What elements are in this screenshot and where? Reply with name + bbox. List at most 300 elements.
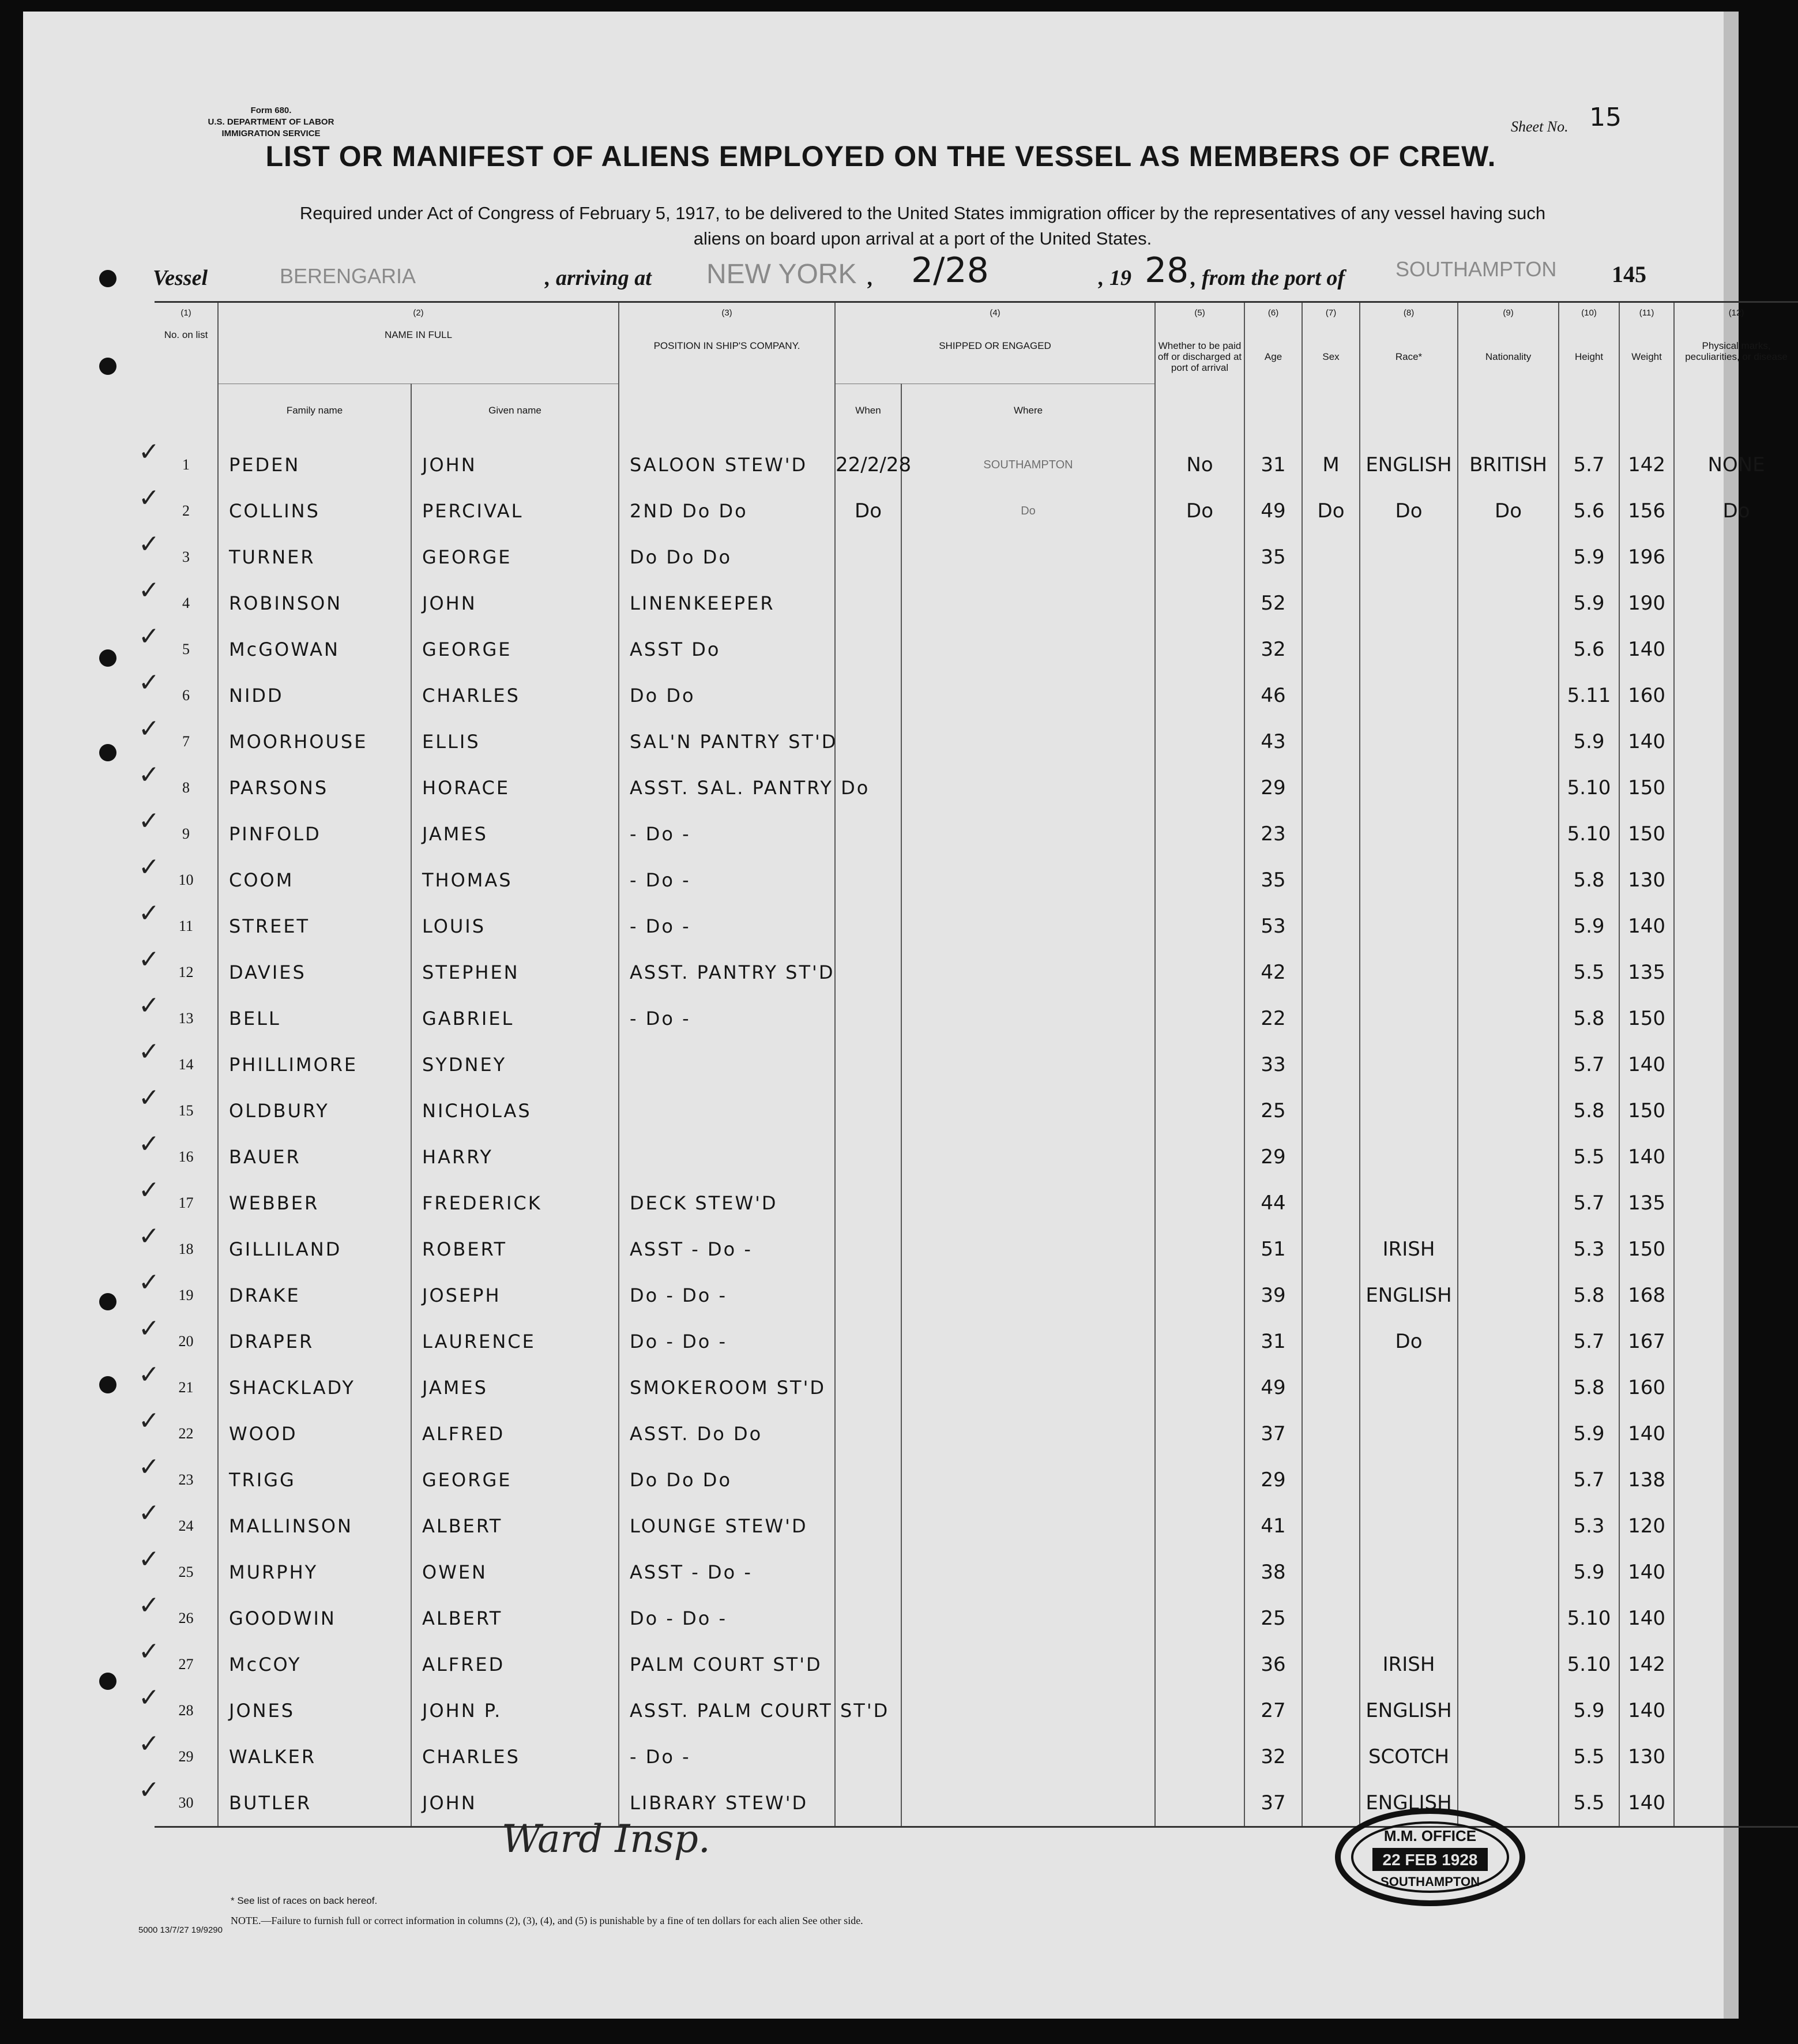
cell-age: 41 [1244,1503,1302,1549]
table-row [155,1688,1798,1734]
row-check-mark: ✓ [138,1683,160,1712]
cell-family: WALKER [218,1734,411,1780]
cell-race [1360,626,1458,672]
cell-given: JAMES [411,1365,619,1411]
cell-age: 22 [1244,995,1302,1042]
cell-position: DECK STEW'D [619,1180,835,1226]
col-shipped-header: (4) SHIPPED OR ENGAGED [835,302,1155,384]
cell-nat [1458,626,1559,672]
cell-position: Do Do Do [619,534,835,580]
cell-when [835,995,901,1042]
cell-position: LINENKEEPER [619,580,835,626]
cell-age: 52 [1244,580,1302,626]
cell-paid [1155,1688,1244,1734]
cell-when [835,949,901,995]
table-row [155,1780,1798,1827]
cell-race: IRISH [1360,1226,1458,1272]
cell-paid [1155,1411,1244,1457]
cell-weight: 140 [1619,1411,1674,1457]
cell-weight: 142 [1619,436,1674,488]
cell-sex [1302,903,1360,949]
cell-paid [1155,1503,1244,1549]
cell-where [901,1272,1155,1318]
cell-marks [1674,1457,1798,1503]
cell-paid [1155,626,1244,672]
cell-sex [1302,719,1360,765]
cell-given: SYDNEY [411,1042,619,1088]
cell-sex [1302,1088,1360,1134]
cell-height: 5.6 [1559,488,1619,534]
cell-given: THOMAS [411,857,619,903]
cell-nat [1458,1042,1559,1088]
cell-marks [1674,534,1798,580]
table-row [155,488,1798,534]
cell-when: Do [835,488,901,534]
cell-height: 5.7 [1559,1180,1619,1226]
cell-paid [1155,1595,1244,1641]
cell-height: 5.5 [1559,1134,1619,1180]
cell-nat [1458,765,1559,811]
cell-paid [1155,765,1244,811]
sheet-label: Sheet No. [1511,118,1568,135]
cell-given: CHARLES [411,672,619,719]
cell-paid [1155,1457,1244,1503]
cell-given: GABRIEL [411,995,619,1042]
cell-sex [1302,1549,1360,1595]
cell-family: COLLINS [218,488,411,534]
cell-marks: Do [1674,488,1798,534]
cell-family: DRAPER [218,1318,411,1365]
cell-paid [1155,719,1244,765]
sheet-number-value: 15 [1589,103,1622,132]
cell-race [1360,811,1458,857]
cell-race: SCOTCH [1360,1734,1458,1780]
cell-marks [1674,1503,1798,1549]
cell-nat [1458,534,1559,580]
cell-family: TRIGG [218,1457,411,1503]
cell-where [901,1780,1155,1827]
cell-age: 32 [1244,626,1302,672]
cell-sex [1302,1503,1360,1549]
table-row [155,1088,1798,1134]
cell-age: 49 [1244,488,1302,534]
cell-given: ALFRED [411,1641,619,1688]
cell-age: 23 [1244,811,1302,857]
cell-position: - Do - [619,995,835,1042]
inspector-signature: Ward Insp. [502,1817,710,1861]
table-row [155,949,1798,995]
cell-when [835,1457,901,1503]
cell-when [835,1042,901,1088]
cell-no: 6 [182,687,190,704]
cell-race [1360,719,1458,765]
punch-hole [99,1293,116,1310]
cell-height: 5.3 [1559,1503,1619,1549]
cell-nat [1458,1457,1559,1503]
cell-age: 38 [1244,1549,1302,1595]
cell-no: 1 [182,456,190,473]
cell-position: SMOKEROOM ST'D [619,1365,835,1411]
cell-race [1360,1503,1458,1549]
row-check-mark: ✓ [138,1775,160,1805]
cell-family: SHACKLADY [218,1365,411,1411]
cell-age: 35 [1244,857,1302,903]
cell-when [835,1503,901,1549]
cell-given: ROBERT [411,1226,619,1272]
cell-where [901,857,1155,903]
cell-nat [1458,672,1559,719]
cell-nat [1458,995,1559,1042]
sheet-number [1511,103,1622,138]
cell-age: 33 [1244,1042,1302,1088]
cell-race [1360,949,1458,995]
col-weight-label: Weight [1631,351,1662,362]
table-row [155,903,1798,949]
cell-height: 5.9 [1559,1411,1619,1457]
cell-age: 36 [1244,1641,1302,1688]
row-check-mark: ✓ [138,668,160,697]
cell-no: 8 [182,779,190,796]
cell-height: 5.8 [1559,1272,1619,1318]
row-check-mark: ✓ [138,437,160,467]
cell-family: DRAKE [218,1272,411,1318]
races-footnote: * See list of races on back hereof. [231,1895,378,1906]
print-code: 5000 13/7/27 19/9290 [138,1925,223,1935]
cell-sex [1302,1595,1360,1641]
cell-when [835,1180,901,1226]
cell-nat [1458,857,1559,903]
table-row [155,1042,1798,1088]
cell-family: MOORHOUSE [218,719,411,765]
row-check-mark: ✓ [138,1452,160,1482]
cell-when [835,1088,901,1134]
cell-given: LOUIS [411,903,619,949]
cell-height: 5.9 [1559,719,1619,765]
requirement-line-2: aliens on board upon arrival at a port of the United States. [693,228,1152,249]
cell-race: IRISH [1360,1641,1458,1688]
row-check-mark: ✓ [138,483,160,513]
punch-hole [99,270,116,287]
page-title: LIST OR MANIFEST OF ALIENS EMPLOYED ON THE VESSEL AS MEMBERS OF CREW. [265,140,1496,172]
cell-sex [1302,811,1360,857]
cell-marks [1674,1318,1798,1365]
cell-age: 37 [1244,1411,1302,1457]
cell-paid [1155,1088,1244,1134]
cell-no: 22 [178,1425,194,1442]
table-row [155,580,1798,626]
cell-no: 16 [178,1148,194,1165]
cell-family: DAVIES [218,949,411,995]
when-header: When [835,384,901,437]
from-port: SOUTHAMPTON [1395,257,1557,281]
cell-sex [1302,534,1360,580]
cell-where [901,1503,1155,1549]
cell-sex: Do [1302,488,1360,534]
cell-race: Do [1360,1318,1458,1365]
cell-marks [1674,580,1798,626]
cell-race [1360,1134,1458,1180]
cell-where [901,1549,1155,1595]
cell-age: 39 [1244,1272,1302,1318]
cell-race [1360,534,1458,580]
cell-position: ASST. Do Do [619,1411,835,1457]
cell-weight: 138 [1619,1457,1674,1503]
cell-position: LIBRARY STEW'D [619,1780,835,1827]
cell-sex [1302,1272,1360,1318]
cell-when [835,1318,901,1365]
row-check-mark: ✓ [138,852,160,882]
col-weight-header: (11) Weight [1619,302,1674,437]
cell-paid [1155,1780,1244,1827]
cell-paid [1155,1042,1244,1088]
cell-given: JOHN [411,1780,619,1827]
table-row [155,1549,1798,1595]
cell-no: 13 [178,1010,194,1027]
cell-position: LOUNGE STEW'D [619,1503,835,1549]
cell-height: 5.3 [1559,1226,1619,1272]
cell-race: Do [1360,488,1458,534]
cell-age: 49 [1244,1365,1302,1411]
cell-when [835,1780,901,1827]
cell-age: 42 [1244,949,1302,995]
cell-given: ALBERT [411,1595,619,1641]
cell-marks [1674,1088,1798,1134]
cell-race: ENGLISH [1360,1272,1458,1318]
cell-family: PARSONS [218,765,411,811]
cell-no: 12 [178,964,194,980]
cell-age: 31 [1244,1318,1302,1365]
cell-marks: NONE [1674,436,1798,488]
cell-race [1360,1088,1458,1134]
cell-where [901,1042,1155,1088]
table-row [155,857,1798,903]
table-row [155,719,1798,765]
cell-paid [1155,534,1244,580]
vessel-label: Vessel [153,266,208,290]
cell-position: Do - Do - [619,1318,835,1365]
cell-no: 10 [178,871,194,888]
cell-given: PERCIVAL [411,488,619,534]
row-check-mark: ✓ [138,1222,160,1251]
cell-given: GEORGE [411,534,619,580]
row-check-mark: ✓ [138,529,160,559]
cell-weight: 160 [1619,672,1674,719]
cell-weight: 142 [1619,1641,1674,1688]
crew-rows [155,436,1798,1827]
cell-where [901,1365,1155,1411]
cell-nat [1458,580,1559,626]
cell-where [901,1318,1155,1365]
cell-no: 4 [182,595,190,611]
col-nationality-header: (9) Nationality [1458,302,1559,437]
cell-age: 35 [1244,534,1302,580]
cell-when [835,1272,901,1318]
cell-height: 5.9 [1559,903,1619,949]
cell-nat [1458,1688,1559,1734]
cell-when [835,1411,901,1457]
cell-sex [1302,1734,1360,1780]
cell-nat [1458,719,1559,765]
cell-no: 17 [178,1194,194,1211]
cell-no: 29 [178,1748,194,1765]
cell-nat: BRITISH [1458,436,1559,488]
cell-no: 23 [178,1471,194,1488]
manifest-sheet [23,12,1788,2019]
table-row [155,1134,1798,1180]
cell-family: OLDBURY [218,1088,411,1134]
cell-position: ASST Do [619,626,835,672]
cell-marks [1674,719,1798,765]
col-paid-header: (5) Whether to be paid off or discharged at port of arrival [1155,302,1244,437]
cell-weight: 135 [1619,1180,1674,1226]
cell-race: ENGLISH [1360,1688,1458,1734]
cell-sex [1302,995,1360,1042]
cell-position: ASST - Do - [619,1549,835,1595]
family-name-header: Family name [218,384,411,437]
cell-paid [1155,1318,1244,1365]
cell-race [1360,1595,1458,1641]
cell-no: 27 [178,1656,194,1673]
cell-age: 31 [1244,436,1302,488]
cell-paid [1155,1365,1244,1411]
cell-weight: 190 [1619,580,1674,626]
row-check-mark: ✓ [138,576,160,605]
cell-when [835,672,901,719]
cell-family: TURNER [218,534,411,580]
row-check-mark: ✓ [138,1360,160,1389]
col-name-header: (2) NAME IN FULL [218,302,619,384]
cell-family: PINFOLD [218,811,411,857]
cell-height: 5.5 [1559,949,1619,995]
stamp-graphic [1332,1805,1528,1909]
cell-marks [1674,1134,1798,1180]
table-row [155,1318,1798,1365]
cell-height: 5.8 [1559,995,1619,1042]
cell-weight: 135 [1619,949,1674,995]
cell-weight: 150 [1619,1226,1674,1272]
table-row [155,672,1798,719]
cell-race: ENGLISH [1360,1780,1458,1827]
cell-age: 37 [1244,1780,1302,1827]
cell-where [901,1734,1155,1780]
cell-no: 20 [178,1333,194,1350]
cell-nat [1458,1180,1559,1226]
table-row [155,1734,1798,1780]
table-row [155,1457,1798,1503]
cell-where [901,949,1155,995]
cell-no: 11 [178,918,194,934]
col-no-header: (1) No. on list [164,308,208,340]
department-name: U.S. DEPARTMENT OF LABOR [208,117,334,127]
cell-paid [1155,1734,1244,1780]
col-position-label: POSITION IN SHIP'S COMPANY. [653,340,800,351]
cell-when [835,626,901,672]
cell-weight: 130 [1619,857,1674,903]
cell-where [901,765,1155,811]
col-sex-header: (7) Sex [1302,302,1360,437]
cell-no: 9 [182,825,190,842]
cell-height: 5.7 [1559,1457,1619,1503]
cell-height: 5.9 [1559,534,1619,580]
cell-age: 29 [1244,765,1302,811]
cell-height: 5.10 [1559,811,1619,857]
cell-race [1360,903,1458,949]
cell-height: 5.8 [1559,1365,1619,1411]
cell-nat [1458,903,1559,949]
cell-family: BELL [218,995,411,1042]
cell-family: PEDEN [218,436,411,488]
cell-weight: 140 [1619,1595,1674,1641]
cell-nat [1458,1595,1559,1641]
cell-sex [1302,765,1360,811]
punch-hole [99,1673,116,1690]
cell-weight: 140 [1619,1780,1674,1827]
service-name: IMMIGRATION SERVICE [221,129,321,138]
cell-marks [1674,1272,1798,1318]
arrival-date: 2/28 [911,250,989,291]
cell-age: 46 [1244,672,1302,719]
cell-sex [1302,672,1360,719]
col-no-label: No. on list [164,329,208,340]
cell-marks [1674,1549,1798,1595]
cell-given: OWEN [411,1549,619,1595]
cell-height: 5.11 [1559,672,1619,719]
cell-position: ASST. SAL. PANTRY Do [619,765,835,811]
cell-when [835,811,901,857]
table-row [155,1365,1798,1411]
row-check-mark: ✓ [138,945,160,974]
cell-given: ELLIS [411,719,619,765]
cell-family: GILLILAND [218,1226,411,1272]
cell-age: 51 [1244,1226,1302,1272]
cell-age: 43 [1244,719,1302,765]
row-check-mark: ✓ [138,1591,160,1620]
cell-no: 25 [178,1564,194,1580]
row-check-mark: ✓ [138,622,160,651]
cell-marks [1674,949,1798,995]
cell-family: BAUER [218,1134,411,1180]
cell-when [835,1226,901,1272]
cell-where: SOUTHAMPTON [901,436,1155,488]
cell-given: JOHN [411,436,619,488]
form-number: Form 680. [250,106,292,115]
from-label: , from the port of [1191,266,1345,290]
col-nationality-label: Nationality [1485,351,1532,362]
cell-position: PALM COURT ST'D [619,1641,835,1688]
arriving-port: NEW YORK [706,259,857,290]
cell-race [1360,1457,1458,1503]
row-check-mark: ✓ [138,991,160,1020]
cell-paid [1155,1549,1244,1595]
cell-where [901,903,1155,949]
punch-hole [99,1376,116,1393]
given-name-header: Given name [411,384,619,437]
cell-no: 14 [178,1056,194,1073]
cell-when [835,1641,901,1688]
cell-weight: 140 [1619,1042,1674,1088]
cell-sex [1302,1457,1360,1503]
cell-family: MURPHY [218,1549,411,1595]
punch-hole [99,744,116,761]
cell-paid [1155,949,1244,995]
cell-position: ASST. PANTRY ST'D [619,949,835,995]
table-row [155,626,1798,672]
table-row [155,534,1798,580]
where-header: Where [901,384,1155,437]
cell-height: 5.7 [1559,436,1619,488]
cell-sex [1302,1318,1360,1365]
cell-nat [1458,1365,1559,1411]
